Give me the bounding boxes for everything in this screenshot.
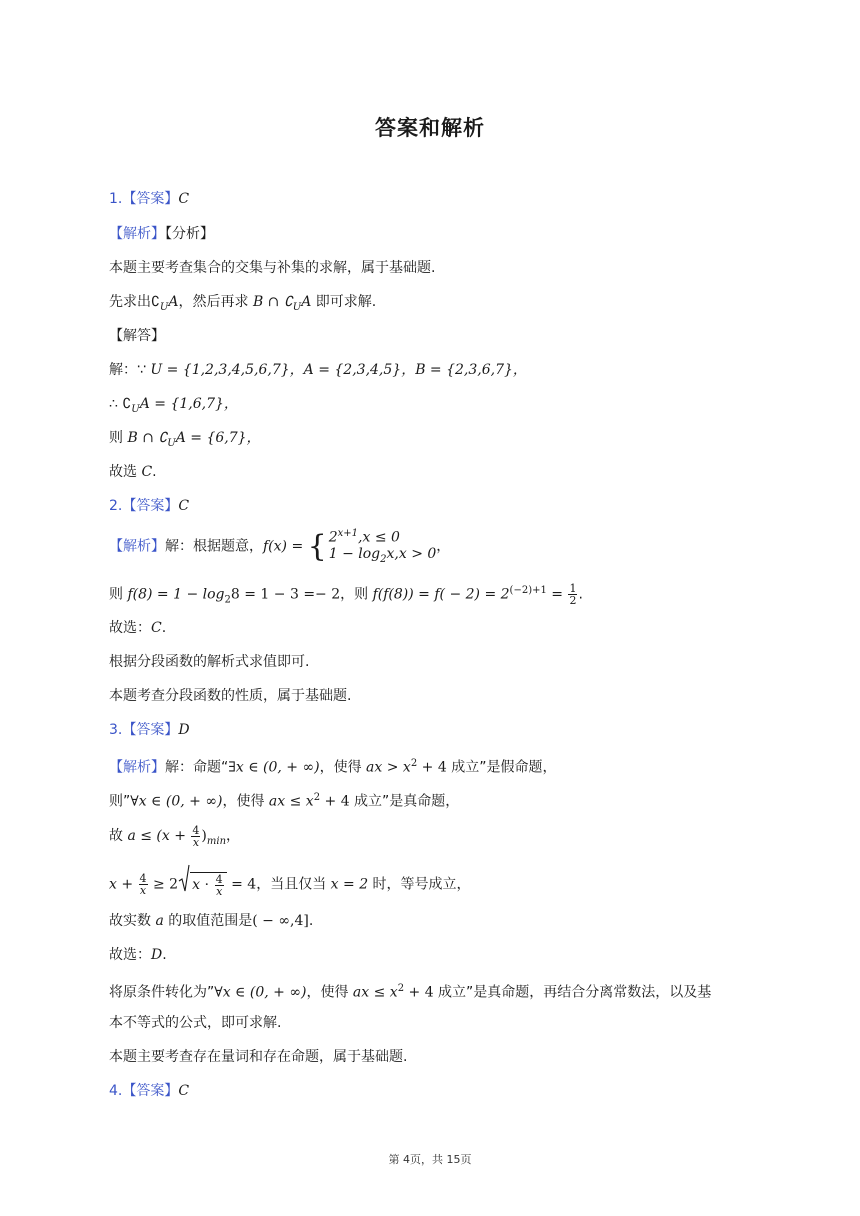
math: U = {1,2,3,4,5,6,7}，A = {2,3,4,5}，B = {2,3,6,7}， xyxy=(150,362,527,378)
text: 先求出 xyxy=(109,294,151,310)
math-sub: 2 xyxy=(380,553,387,565)
math-sub: U xyxy=(131,403,140,415)
math: A xyxy=(301,294,312,310)
math: x = 2 xyxy=(330,876,369,893)
math: ) xyxy=(201,828,207,844)
text: 时，等号成立， xyxy=(368,876,471,893)
math-sup: 2 xyxy=(410,758,418,769)
math: = xyxy=(546,586,568,603)
math: ∴ ∁ xyxy=(109,396,132,412)
text: . xyxy=(162,947,167,963)
math: ax ≤ x xyxy=(352,984,398,1001)
q1-line-2 xyxy=(109,292,760,318)
text: ，使得 xyxy=(306,984,353,1001)
math: ax ≤ x xyxy=(268,793,314,810)
text: 故选： xyxy=(109,620,151,636)
math: f(8) = 1 − log xyxy=(127,586,225,603)
math: A = {6,7}， xyxy=(175,430,261,446)
text: 将原条件转化为” xyxy=(109,984,215,1001)
math: ≥ 2 xyxy=(148,876,179,893)
text: 的取值范围是 xyxy=(163,913,253,929)
math-sub: U xyxy=(159,301,169,313)
text: 成立”是假命题， xyxy=(446,759,557,776)
math: = 4 xyxy=(226,876,257,893)
q1-solution-tag: 【解答】 xyxy=(109,328,165,344)
text: 成立”是真命题， xyxy=(349,793,460,810)
math-sup: x+1 xyxy=(337,528,359,539)
q3-line-5 xyxy=(109,911,760,931)
math-sup: 2 xyxy=(313,792,321,803)
text: ，则 xyxy=(340,586,373,603)
math: a ≤ (x + xyxy=(127,828,191,844)
q3-line-3 xyxy=(109,820,760,858)
math: + 4 xyxy=(404,984,434,1001)
text: 故 xyxy=(109,828,128,844)
q3-number: 3. xyxy=(109,722,123,738)
denominator: x xyxy=(216,884,223,898)
math: x,x > 0 xyxy=(386,545,437,562)
text: 解：命题“ xyxy=(165,759,229,776)
q4-number: 4. xyxy=(109,1083,123,1099)
fraction xyxy=(568,583,577,606)
math: ,x ≤ 0 xyxy=(358,529,400,546)
text: ，然后再求 xyxy=(178,294,253,310)
text: 解：根据题意， xyxy=(165,538,263,555)
text: ，使得 xyxy=(222,793,269,810)
math: A xyxy=(168,294,179,310)
q1-line-1: 本题主要考查集合的交集与补集的求解，属于基础题. xyxy=(109,260,436,276)
math: ∃x ∈ (0, + ∞) xyxy=(228,759,320,776)
math: f(x) = xyxy=(263,538,308,555)
q2-line-2 xyxy=(109,578,760,613)
math: 1 − log xyxy=(328,545,381,562)
q2-line-3 xyxy=(109,618,760,638)
math: ∀x ∈ (0, + ∞) xyxy=(130,793,223,810)
q3-line-2 xyxy=(109,788,760,812)
math: x ⋅ xyxy=(192,877,214,893)
math: ∁ xyxy=(151,294,160,310)
q3-answer-tag: 【答案】 xyxy=(122,722,179,738)
math: x + xyxy=(109,876,138,893)
q1-line-3 xyxy=(109,360,760,380)
q3-line-9: 本题主要考查存在量词和存在命题，属于基础题. xyxy=(109,1049,408,1065)
case-2 xyxy=(329,546,437,568)
fraction xyxy=(215,874,224,897)
text: ， xyxy=(226,828,241,844)
q1-line-6 xyxy=(109,462,760,482)
case-1 xyxy=(329,526,437,546)
q3-analysis-tag: 【解析】 xyxy=(109,759,165,776)
text: 成立”是真命题，再结合分离常数法，以及基 xyxy=(433,984,712,1001)
q2-line-1 xyxy=(109,526,760,567)
math: ax > x xyxy=(366,759,411,776)
page-title: 答案和解析 xyxy=(375,116,485,140)
math: + 4 xyxy=(417,759,447,776)
denominator: 2 xyxy=(569,594,577,608)
text: 故实数 xyxy=(109,913,156,929)
fraction xyxy=(191,825,200,848)
q3-line-6 xyxy=(109,945,760,965)
math-sup: 2 xyxy=(397,983,405,994)
q2-analysis-tag: 【解析】 xyxy=(109,538,165,555)
math: D xyxy=(151,947,163,963)
q2-line-5: 本题考查分段函数的性质，属于基础题. xyxy=(109,688,352,704)
math-sub: 2 xyxy=(224,594,231,606)
math-sub: U xyxy=(167,437,176,449)
q2-number: 2. xyxy=(109,498,123,514)
q1-line-4 xyxy=(109,394,760,420)
q2-line-4: 根据分段函数的解析式求值即可. xyxy=(109,654,310,670)
numerator: 1 xyxy=(569,582,577,596)
text: 即可求解. xyxy=(311,294,377,310)
denominator: x xyxy=(192,835,200,849)
q4-answer: C xyxy=(178,1083,190,1099)
math-sub: min xyxy=(206,835,227,847)
page-footer: 第 4页，共 15页 xyxy=(388,1153,472,1166)
fraction xyxy=(139,873,148,896)
q4-answer-line xyxy=(109,1081,760,1101)
text: . xyxy=(578,586,583,603)
numerator: 4 xyxy=(215,872,223,886)
text: . xyxy=(161,620,167,636)
q1-number: 1. xyxy=(109,191,123,207)
q3-answer: D xyxy=(178,722,190,738)
q2-answer: C xyxy=(178,498,190,514)
math: f(f(8)) = f( − 2) = 2 xyxy=(372,586,510,603)
text: . xyxy=(308,913,314,929)
math: a xyxy=(155,913,164,929)
math: C xyxy=(141,464,153,480)
q1-fenxi-tag: 【分析】 xyxy=(165,226,214,242)
math: B ∩ ∁ xyxy=(127,430,168,446)
q1-analysis-tag: 【解析】 xyxy=(109,226,165,242)
math: A = {1,6,7}， xyxy=(139,396,238,412)
text: ，使得 xyxy=(319,759,367,776)
q3-answer-line xyxy=(109,720,760,740)
piecewise-cases xyxy=(329,526,437,567)
q3-line-4 xyxy=(109,864,760,905)
numerator: 4 xyxy=(192,823,200,837)
q3-line-8: 本不等式的公式，即可求解. xyxy=(109,1015,282,1031)
text: 故选： xyxy=(109,947,151,963)
math-sup: (−2)+1 xyxy=(509,585,547,596)
q2-answer-line xyxy=(109,496,760,516)
q1-answer: C xyxy=(178,191,190,207)
q2-answer-tag: 【答案】 xyxy=(122,498,179,514)
text: ， xyxy=(436,538,451,555)
q4-answer-tag: 【答案】 xyxy=(122,1083,179,1099)
text: ，当且仅当 xyxy=(256,876,331,893)
sqrt-radicand xyxy=(190,872,227,897)
math: ∀x ∈ (0, + ∞) xyxy=(214,984,307,1001)
sqrt-symbol xyxy=(178,864,190,905)
text: . xyxy=(152,464,157,480)
math: C xyxy=(151,620,162,636)
text: 则 xyxy=(109,586,128,603)
denominator: x xyxy=(139,884,147,897)
q1-answer-tag: 【答案】 xyxy=(122,191,179,207)
piecewise-brace: { xyxy=(307,528,327,564)
text: 则” xyxy=(109,793,131,810)
math-sub: U xyxy=(292,301,302,313)
q1-answer-line xyxy=(109,189,760,209)
text: 则 xyxy=(109,430,128,446)
math: 8 = 1 − 3 =− 2 xyxy=(230,586,341,603)
text: 解：∵ xyxy=(109,362,151,378)
text: 故选 xyxy=(109,464,142,480)
math: ( − ∞,4] xyxy=(252,913,309,929)
q3-line-7 xyxy=(109,979,760,1003)
math: 2 xyxy=(328,529,338,546)
q1-line-5 xyxy=(109,428,760,454)
math: + 4 xyxy=(320,793,350,810)
numerator: 4 xyxy=(139,872,147,885)
q1-analysis-tags xyxy=(109,224,760,244)
math: B ∩ ∁ xyxy=(252,294,293,310)
q3-line-1 xyxy=(109,754,760,778)
